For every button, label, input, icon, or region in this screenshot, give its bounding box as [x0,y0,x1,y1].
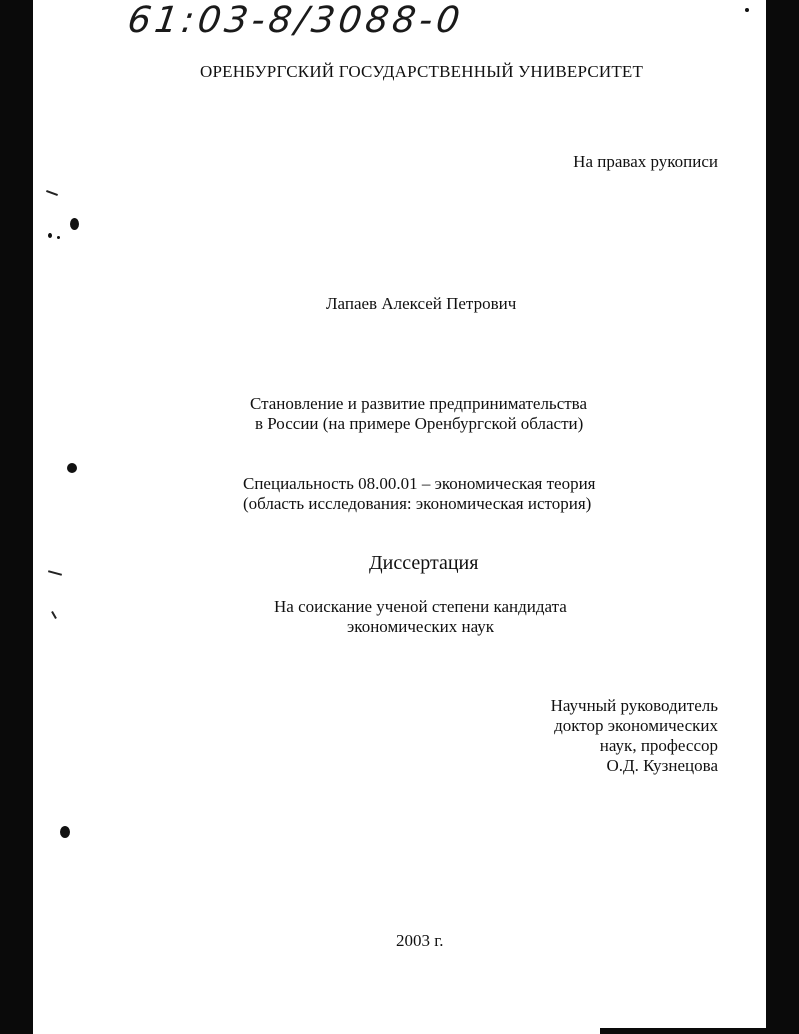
university-name: ОРЕНБУРГСКИЙ ГОСУДАРСТВЕННЫЙ УНИВЕРСИТЕТ [200,62,644,81]
scan-speck [745,8,749,12]
author-name: Лапаев Алексей Петрович [326,294,517,313]
supervisor-line-2: доктор экономических [554,716,718,735]
supervisor-line-3: наук, профессор [599,736,718,755]
document-type: Диссертация [369,552,479,574]
thesis-title-line-1: Становление и развитие предпринимательства [250,394,588,413]
scan-speck [60,826,70,838]
thesis-title-line-2: в России (на примере Оренбургской области) [255,414,584,433]
specialty-line-2: (область исследования: экономическая история) [243,494,592,513]
scan-border-right [766,0,799,1034]
year: 2003 г. [396,931,444,950]
scan-border-left [0,0,33,1034]
scan-speck [67,463,77,473]
scan-speck [48,233,52,238]
manuscript-rights-note: На правах рукописи [573,152,718,171]
supervisor-line-1: Научный руководитель [550,696,718,715]
supervisor-line-4: О.Д. Кузнецова [606,756,718,775]
scan-speck [57,236,60,239]
scan-speck [70,218,79,230]
degree-line-2: экономических наук [347,617,495,636]
scan-border-bottom [600,1028,799,1034]
handwritten-archive-code: 61:03-8/3088-0 [125,0,467,41]
specialty-line-1: Специальность 08.00.01 – экономическая теория [243,474,596,493]
degree-line-1: На соискание ученой степени кандидата [274,597,567,616]
